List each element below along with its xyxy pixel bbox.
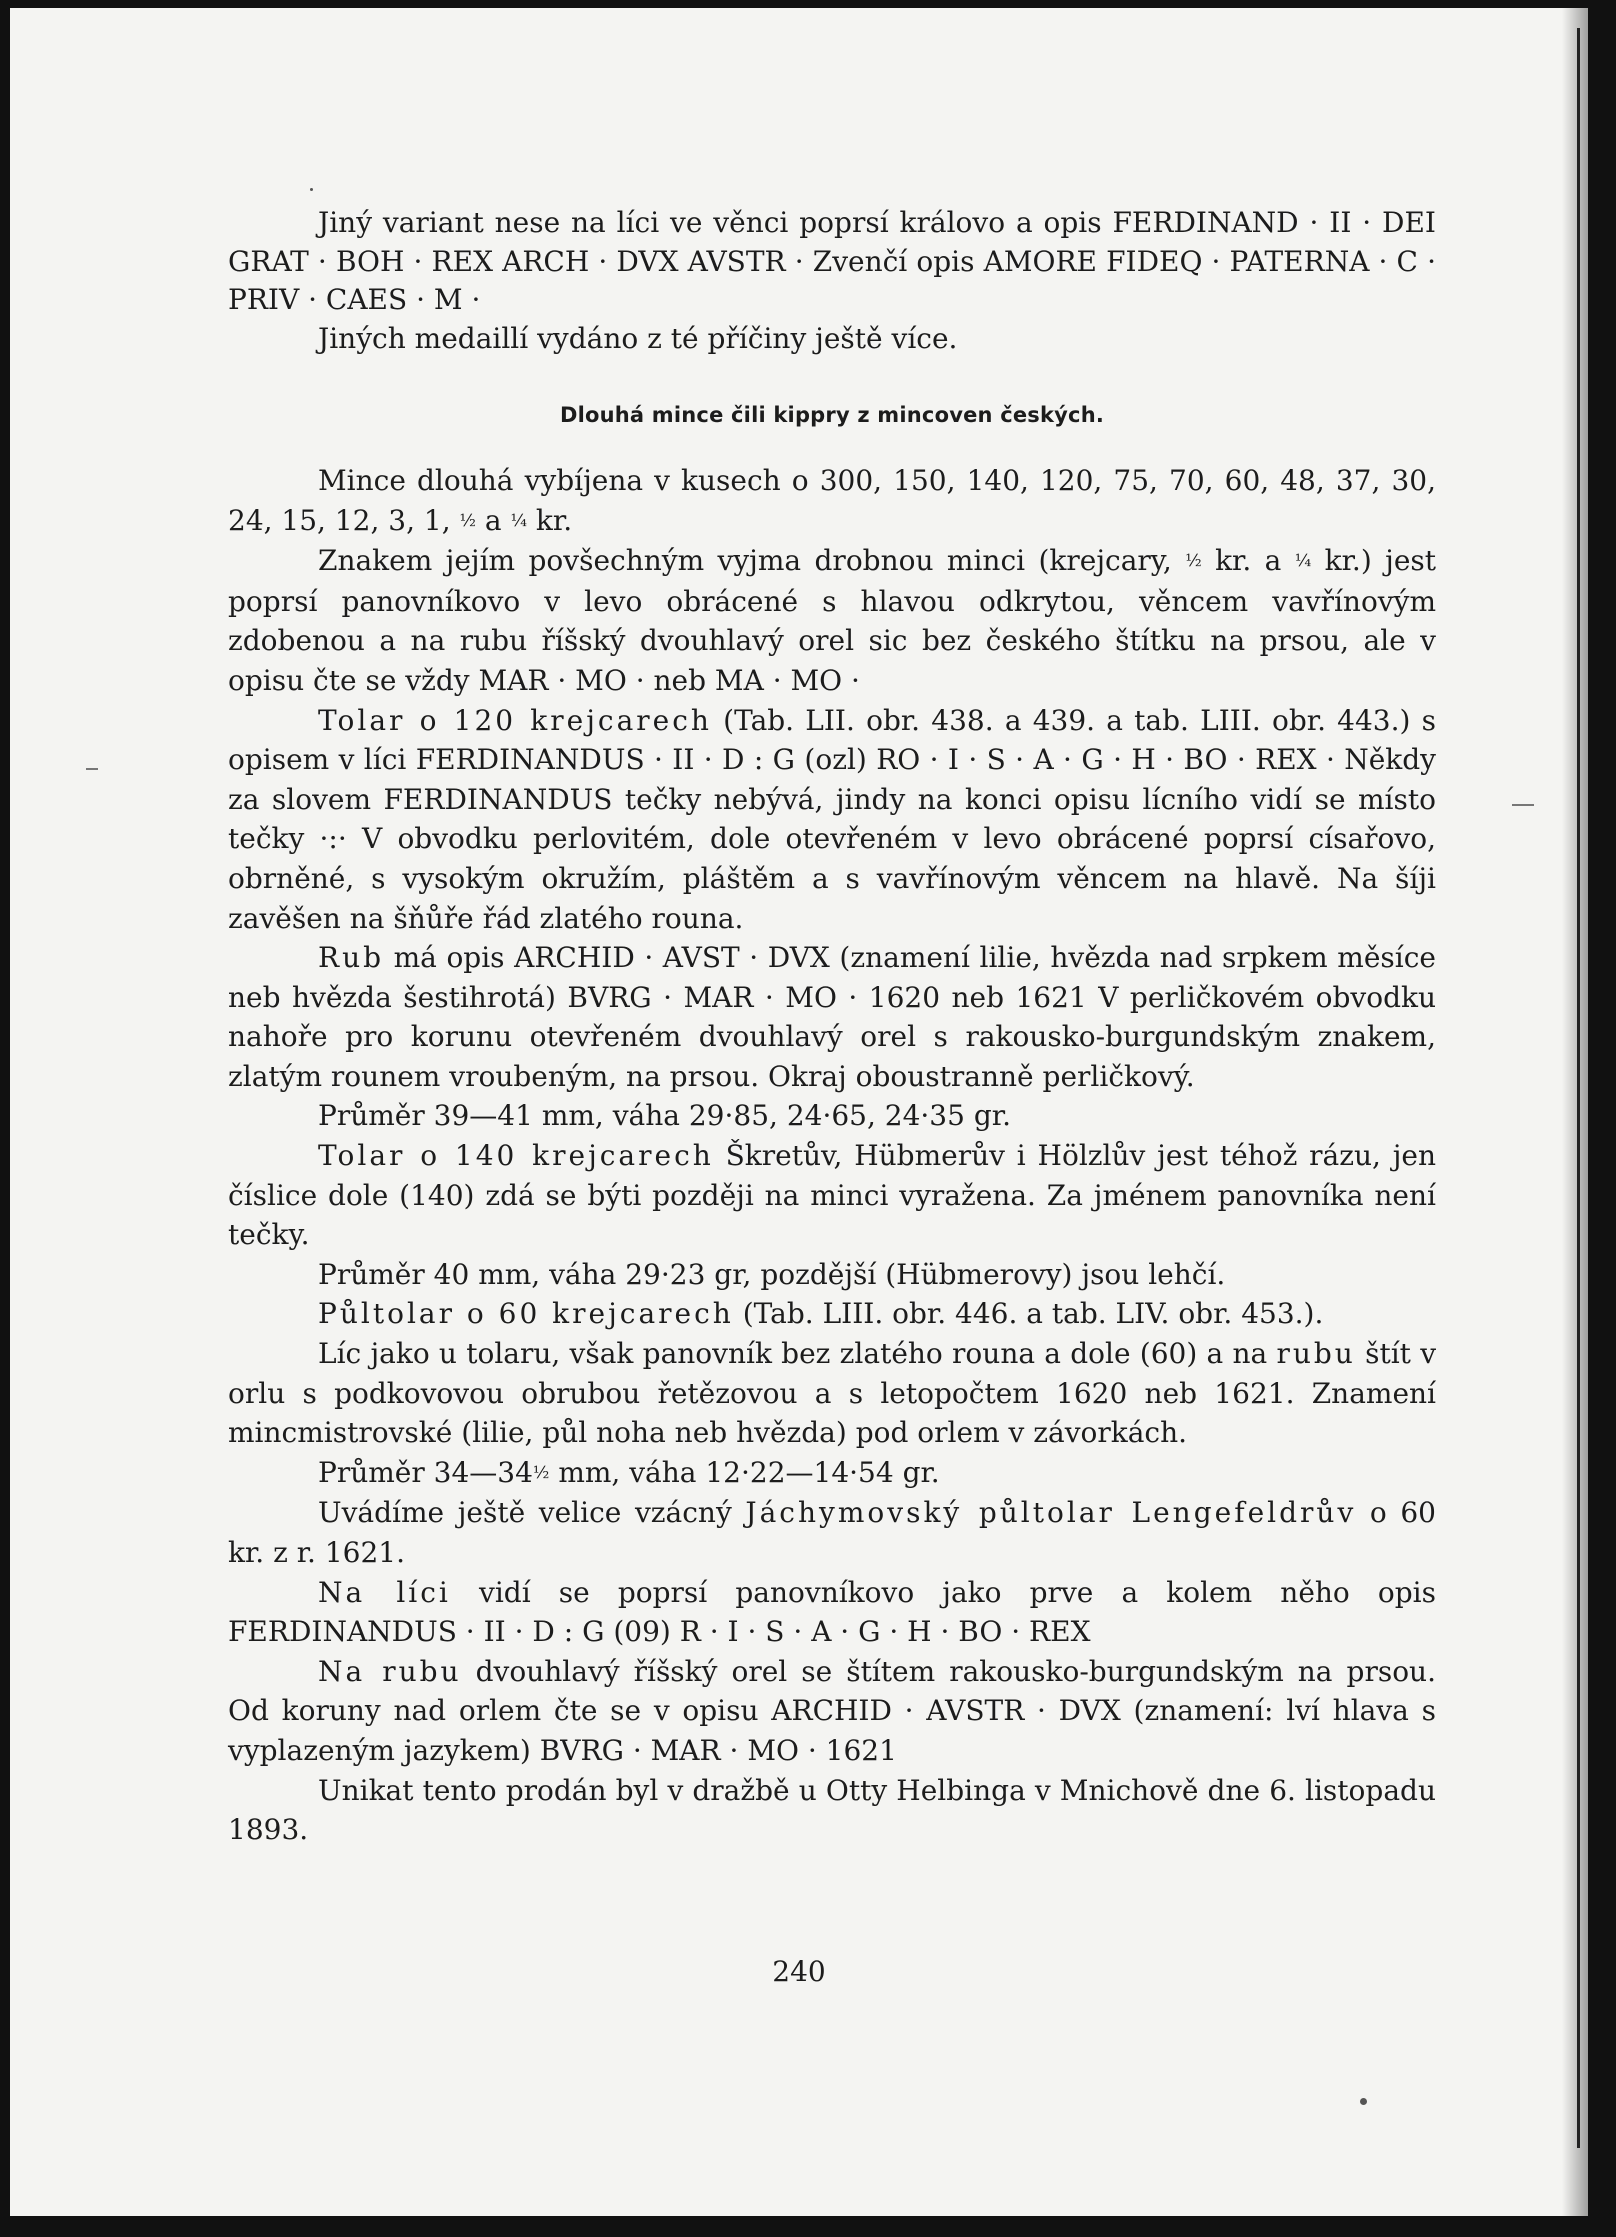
paragraph-text: Líc jako u tolaru, však panovník bez zlatého rouna a dole (60) a na <box>318 1337 1268 1371</box>
fraction-half: ½ <box>1185 551 1202 572</box>
spaced-term: Tolar o 120 krejcarech <box>318 703 712 737</box>
paragraph <box>228 701 1436 939</box>
spaced-term: Na rubu <box>318 1654 462 1688</box>
paragraph-text: o 60 kr. z r. 1621. <box>228 1496 1436 1569</box>
paragraph <box>228 1652 1436 1771</box>
paragraph-text: Znakem jejím povšechným vyjma drobnou minci (krejcary, <box>318 544 1172 578</box>
paragraph <box>228 1771 1436 1850</box>
fraction-quarter: ¼ <box>1294 551 1312 572</box>
paragraph-text: vidí se poprsí panovníkovo jako prve a kolem něho opis FERDINANDUS · II · D : G (09) R · I · S · A · G · H · BO · REX <box>228 1575 1437 1649</box>
spaced-term: Tolar o 140 krejcarech <box>318 1139 714 1173</box>
paragraph <box>228 320 1436 359</box>
book-page <box>10 8 1588 2216</box>
paragraph <box>228 1453 1436 1494</box>
body-text <box>228 204 1436 1850</box>
scan-speck <box>1512 804 1534 806</box>
paragraph-text: Unikat tento prodán byl v dražbě u Otty Helbinga v Mnichově dne 6. listopadu 1893. <box>228 1773 1436 1847</box>
paragraph-text: Mince dlouhá vybíjena v kusech o 300, 150, 140, 120, 75, 70, 60, 48, 37, 30, 24, 15, 12, 3, 1, <box>228 463 1436 537</box>
paragraph-text: Průměr 34—34 <box>318 1455 533 1489</box>
paragraph-text: má opis ARCHID · AVST · DVX (znamení lilie, hvězda nad srpkem měsíce neb hvězda šestihrotá) BVRG · MAR · MO · 1620 neb 1621 V perličkovém obvodku nahoře pro korunu otevřeném dvouhlavý orel s rakousko-burgundským znakem, zlatým rounem vroubeným, na prsou. Okraj oboustranně perličkový. <box>228 941 1436 1093</box>
paragraph <box>228 541 1436 700</box>
scan-speck <box>86 768 98 770</box>
paragraph-text: štít v orlu s podkovovou obrubou řetězovou a s letopočtem 1620 neb 1621. Znamení mincmistrovské (lilie, půl noha neb hvězda) pod orlem v závorkách. <box>228 1337 1437 1450</box>
paragraph-text: Uvádíme ještě velice vzácný <box>318 1496 732 1530</box>
paragraph-text: a <box>484 503 502 537</box>
paragraph <box>228 1573 1436 1652</box>
fraction-quarter: ¼ <box>510 510 528 531</box>
paragraph-text: (Tab. LIII. obr. 446. a tab. LIV. obr. 453.). <box>742 1297 1324 1331</box>
paragraph-text: Průměr 39—41 mm, váha 29·85, 24·65, 24·35 gr. <box>318 1099 1011 1133</box>
paragraph <box>228 1294 1436 1334</box>
page-edge-line <box>1577 28 1580 2148</box>
paragraph-text: Škretův, Hübmerův i Hölzlův jest téhož rázu, jen číslice dole (140) zdá se býti později na minci vyražena. Za jménem panovníka není tečky. <box>228 1139 1436 1252</box>
fraction-half: ½ <box>532 1462 550 1483</box>
scan-speck <box>310 188 313 191</box>
paragraph-text: dvouhlavý říšský orel se štítem rakousko-burgundským na prsou. Od koruny nad orlem čte se v opisu ARCHID · AVSTR · DVX (znamení: lví hlava s vyplazeným jazykem) BVRG · MAR · MO · 1621 <box>228 1654 1436 1767</box>
paragraph <box>228 1096 1436 1136</box>
paragraph <box>228 1136 1436 1255</box>
paragraph-text: kr.) jest poprsí panovníkovo v levo obrácené s hlavou odkrytou, věncem vavřínovým zdobenou a na rubu říšský dvouhlavý orel sic bez českého štítku na prsou, ale v opisu čte se vždy MAR · MO · neb MA · MO · <box>228 544 1437 697</box>
paragraph-text: kr. <box>535 503 573 537</box>
paragraph <box>228 461 1436 541</box>
paragraph-text: Průměr 40 mm, váha 29·23 gr, pozdější (Hübmerovy) jsou lehčí. <box>318 1257 1226 1291</box>
scan-speck <box>1360 2098 1367 2105</box>
paragraph-text: mm, váha 12·22—14·54 gr. <box>558 1455 940 1489</box>
spaced-term: Jáchymovský půltolar Lengefeldrův <box>745 1496 1357 1530</box>
spaced-term: Na líci <box>318 1575 451 1609</box>
paragraph-text: Jiných medaillí vydáno z té příčiny ještě více. <box>318 321 958 355</box>
section-body <box>228 461 1436 1850</box>
paragraph <box>228 204 1436 320</box>
paragraph-text: kr. a <box>1215 544 1282 578</box>
paragraph <box>228 1255 1436 1295</box>
paragraph-text: (Tab. LII. obr. 438. a 439. a tab. LIII. obr. 443.) s opisem v líci FERDINANDUS · II · D : G (ozl) RO · I · S · A · G · H · BO · REX · Někdy za slovem FERDINANDUS tečky nebývá, jindy na konci opisu lícního vidí se místo tečky ·:· V obvodku perlovitém, dole otevřeném v levo obrácené poprsí císařovo, obrněné, s vysokým okružím, pláštěm a s vavřínovým věncem na hlavě. Na šíji zavěšen na šňůře řád zlatého rouna. <box>228 703 1436 935</box>
paragraph-text: Jiný variant nese na líci ve věnci poprsí královo a opis FERDINAND · II · DEI GRAT · BOH · REX ARCH · DVX AVSTR · Zvenčí opis AMORE FIDEQ · PATERNA · C · PRIV · CAES · M · <box>228 206 1436 317</box>
paragraph <box>228 938 1436 1096</box>
fraction-half: ½ <box>459 510 477 531</box>
paragraph <box>228 1493 1436 1572</box>
paragraph <box>228 1334 1436 1453</box>
spaced-term: rubu <box>1276 1337 1356 1371</box>
page-number: 240 <box>772 1955 826 1988</box>
section-heading: Dlouhá mince čili kippry z mincoven českých. <box>559 403 1105 428</box>
spaced-term: Rub <box>318 941 385 975</box>
page-edge-shadow <box>1562 8 1588 2216</box>
spaced-term: Půltolar o 60 krejcarech <box>318 1297 734 1331</box>
